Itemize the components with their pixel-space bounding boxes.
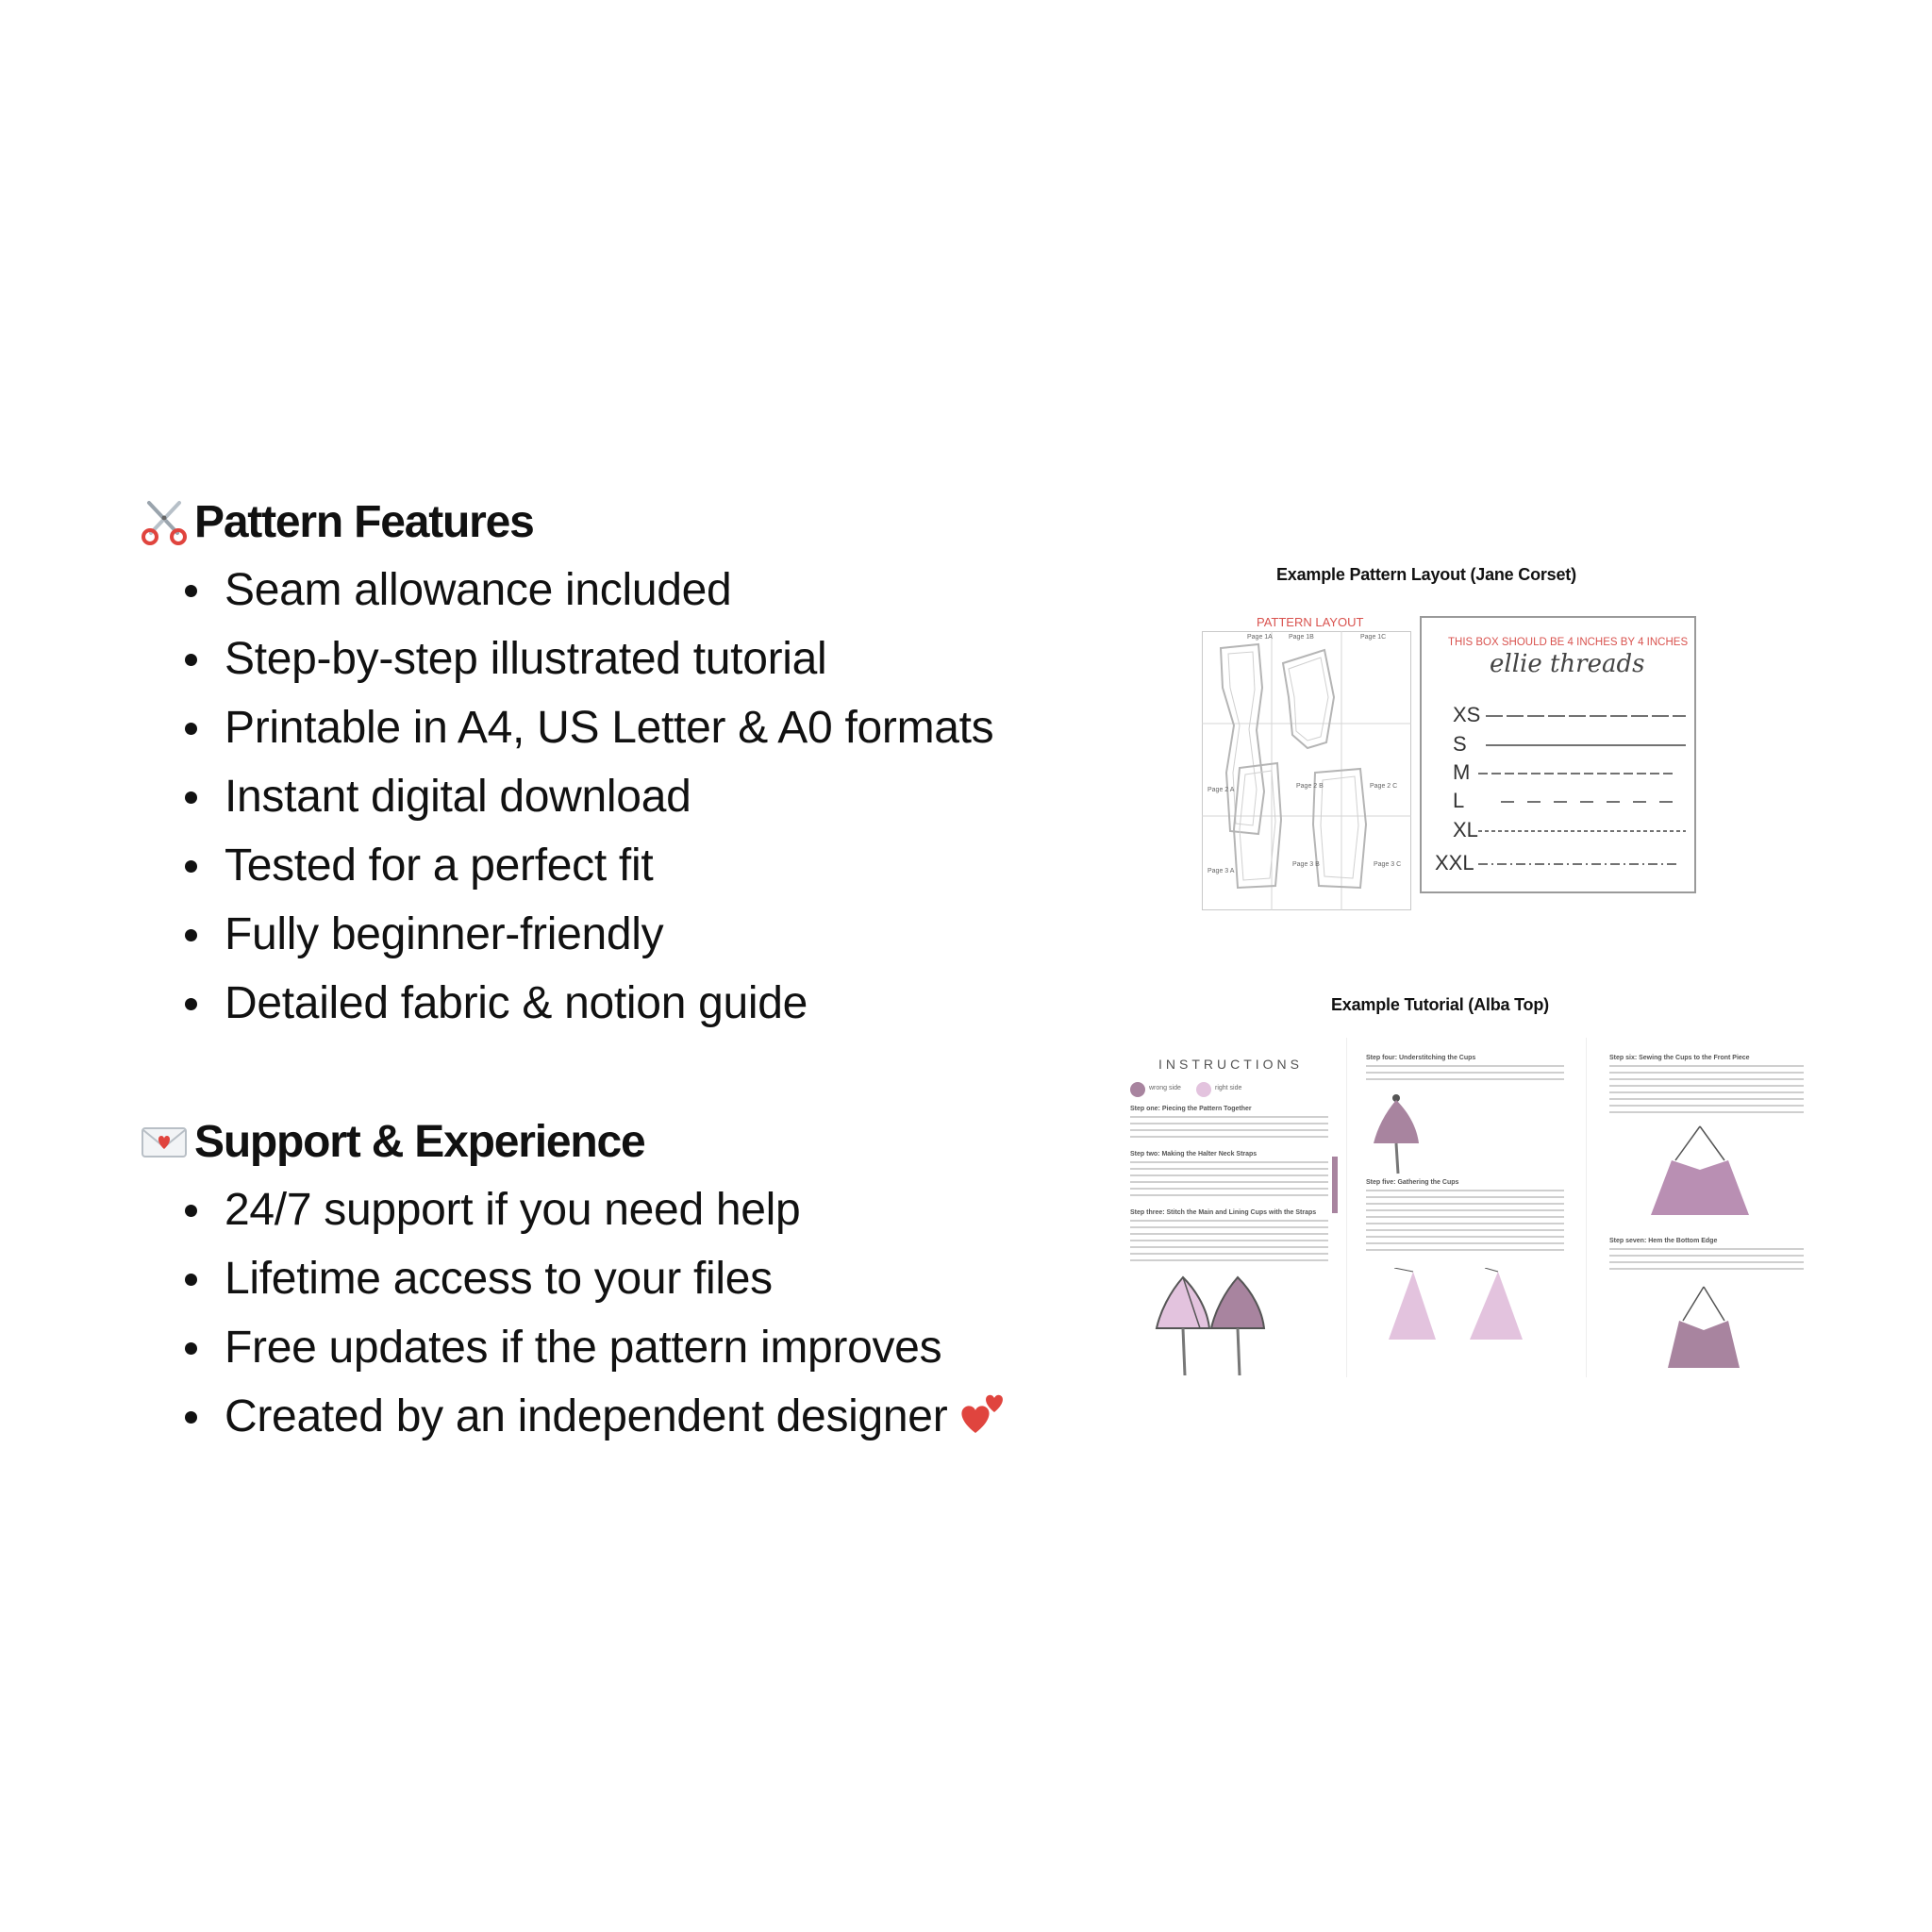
pattern-layout-image	[1198, 613, 1698, 915]
step-heading: Step six: Sewing the Cups to the Front Piece	[1609, 1055, 1750, 1061]
step-heading: Step three: Stitch the Main and Lining Cups with the Straps	[1130, 1209, 1317, 1216]
page-label: Page 2 A	[1208, 787, 1235, 793]
page-label: Page 1B	[1289, 634, 1314, 641]
size-label: S	[1453, 732, 1467, 756]
list-item: Step-by-step illustrated tutorial	[183, 625, 993, 693]
wrong-side-swatch	[1130, 1082, 1145, 1097]
cup-illustration	[1368, 1091, 1443, 1175]
pattern-example-caption: Example Pattern Layout (Jane Corset)	[1276, 565, 1576, 584]
list-item: Free updates if the pattern improves	[183, 1313, 1009, 1382]
features-list	[183, 556, 993, 1038]
legend-label: wrong side	[1149, 1085, 1181, 1091]
step-heading: Step one: Piecing the Pattern Together	[1130, 1106, 1252, 1112]
list-item	[183, 1382, 1009, 1451]
page-label: Page 1A	[1247, 634, 1273, 641]
size-label: XS	[1453, 703, 1481, 726]
list-item: Detailed fabric & notion guide	[183, 969, 993, 1038]
page-label: Page 1C	[1360, 634, 1387, 641]
size-test-box	[1420, 616, 1696, 893]
list-item: Tested for a perfect fit	[183, 831, 993, 900]
features-section	[140, 493, 994, 1038]
instructions-heading: INSTRUCTIONS	[1158, 1057, 1303, 1072]
tutorial-page-2	[1347, 1038, 1581, 1377]
step-heading: Step four: Understitching the Cups	[1366, 1055, 1476, 1061]
tutorial-example-caption: Example Tutorial (Alba Top)	[1331, 995, 1549, 1014]
list-item: Fully beginner-friendly	[183, 900, 993, 969]
right-side-swatch	[1196, 1082, 1211, 1097]
support-title: Support & Experience	[194, 1116, 645, 1167]
scissors-icon	[140, 497, 189, 546]
size-label: M	[1453, 760, 1471, 784]
page-label: Page 3 B	[1292, 861, 1320, 868]
body-text-lines	[1366, 1190, 1564, 1256]
strap-swatch	[1332, 1157, 1338, 1213]
page-label: Page 2 C	[1370, 783, 1398, 790]
finished-top-illustration	[1657, 1283, 1751, 1377]
size-label: XL	[1453, 818, 1478, 841]
size-label: XXL	[1435, 851, 1474, 874]
support-section	[140, 1113, 966, 1451]
step-heading: Step five: Gathering the Cups	[1366, 1179, 1459, 1186]
body-text-lines	[1609, 1248, 1804, 1274]
list-item: Printable in A4, US Letter & A0 formats	[183, 693, 993, 762]
top-illustration	[1643, 1123, 1757, 1226]
list-item: 24/7 support if you need help	[183, 1175, 1009, 1244]
page-label: Page 3 A	[1208, 868, 1235, 874]
brand-logo: ellie threads	[1490, 650, 1645, 678]
list-item: Seam allowance included	[183, 556, 993, 625]
tutorial-page-1	[1124, 1038, 1340, 1377]
gathered-cups-illustration	[1375, 1268, 1564, 1372]
size-label: L	[1453, 789, 1465, 812]
features-header	[140, 493, 950, 550]
body-text-lines	[1130, 1220, 1328, 1266]
pattern-layout-title: PATTERN LAYOUT	[1257, 615, 1364, 629]
features-title: Pattern Features	[194, 496, 534, 547]
cup-illustration	[1143, 1274, 1332, 1377]
body-text-lines	[1130, 1161, 1328, 1201]
legend-label: right side	[1215, 1085, 1242, 1091]
support-header	[140, 1113, 966, 1170]
list-item: Instant digital download	[183, 762, 993, 831]
step-heading: Step seven: Hem the Bottom Edge	[1609, 1238, 1718, 1244]
list-item-text: Created by an independent designer	[225, 1391, 948, 1441]
body-text-lines	[1609, 1065, 1804, 1118]
tutorial-page-3	[1587, 1038, 1823, 1377]
body-text-lines	[1130, 1116, 1328, 1142]
love-letter-icon	[140, 1117, 189, 1166]
list-item: Lifetime access to your files	[183, 1244, 1009, 1313]
page-label: Page 2 B	[1296, 783, 1324, 790]
support-list	[183, 1175, 1009, 1451]
page-label: Page 3 C	[1374, 861, 1402, 868]
step-heading: Step two: Making the Halter Neck Straps	[1130, 1151, 1257, 1158]
two-hearts-icon	[955, 1384, 1009, 1439]
box-note: THIS BOX SHOULD BE 4 INCHES BY 4 INCHES	[1448, 637, 1689, 648]
tutorial-image	[1124, 1038, 1823, 1377]
body-text-lines	[1366, 1065, 1564, 1085]
